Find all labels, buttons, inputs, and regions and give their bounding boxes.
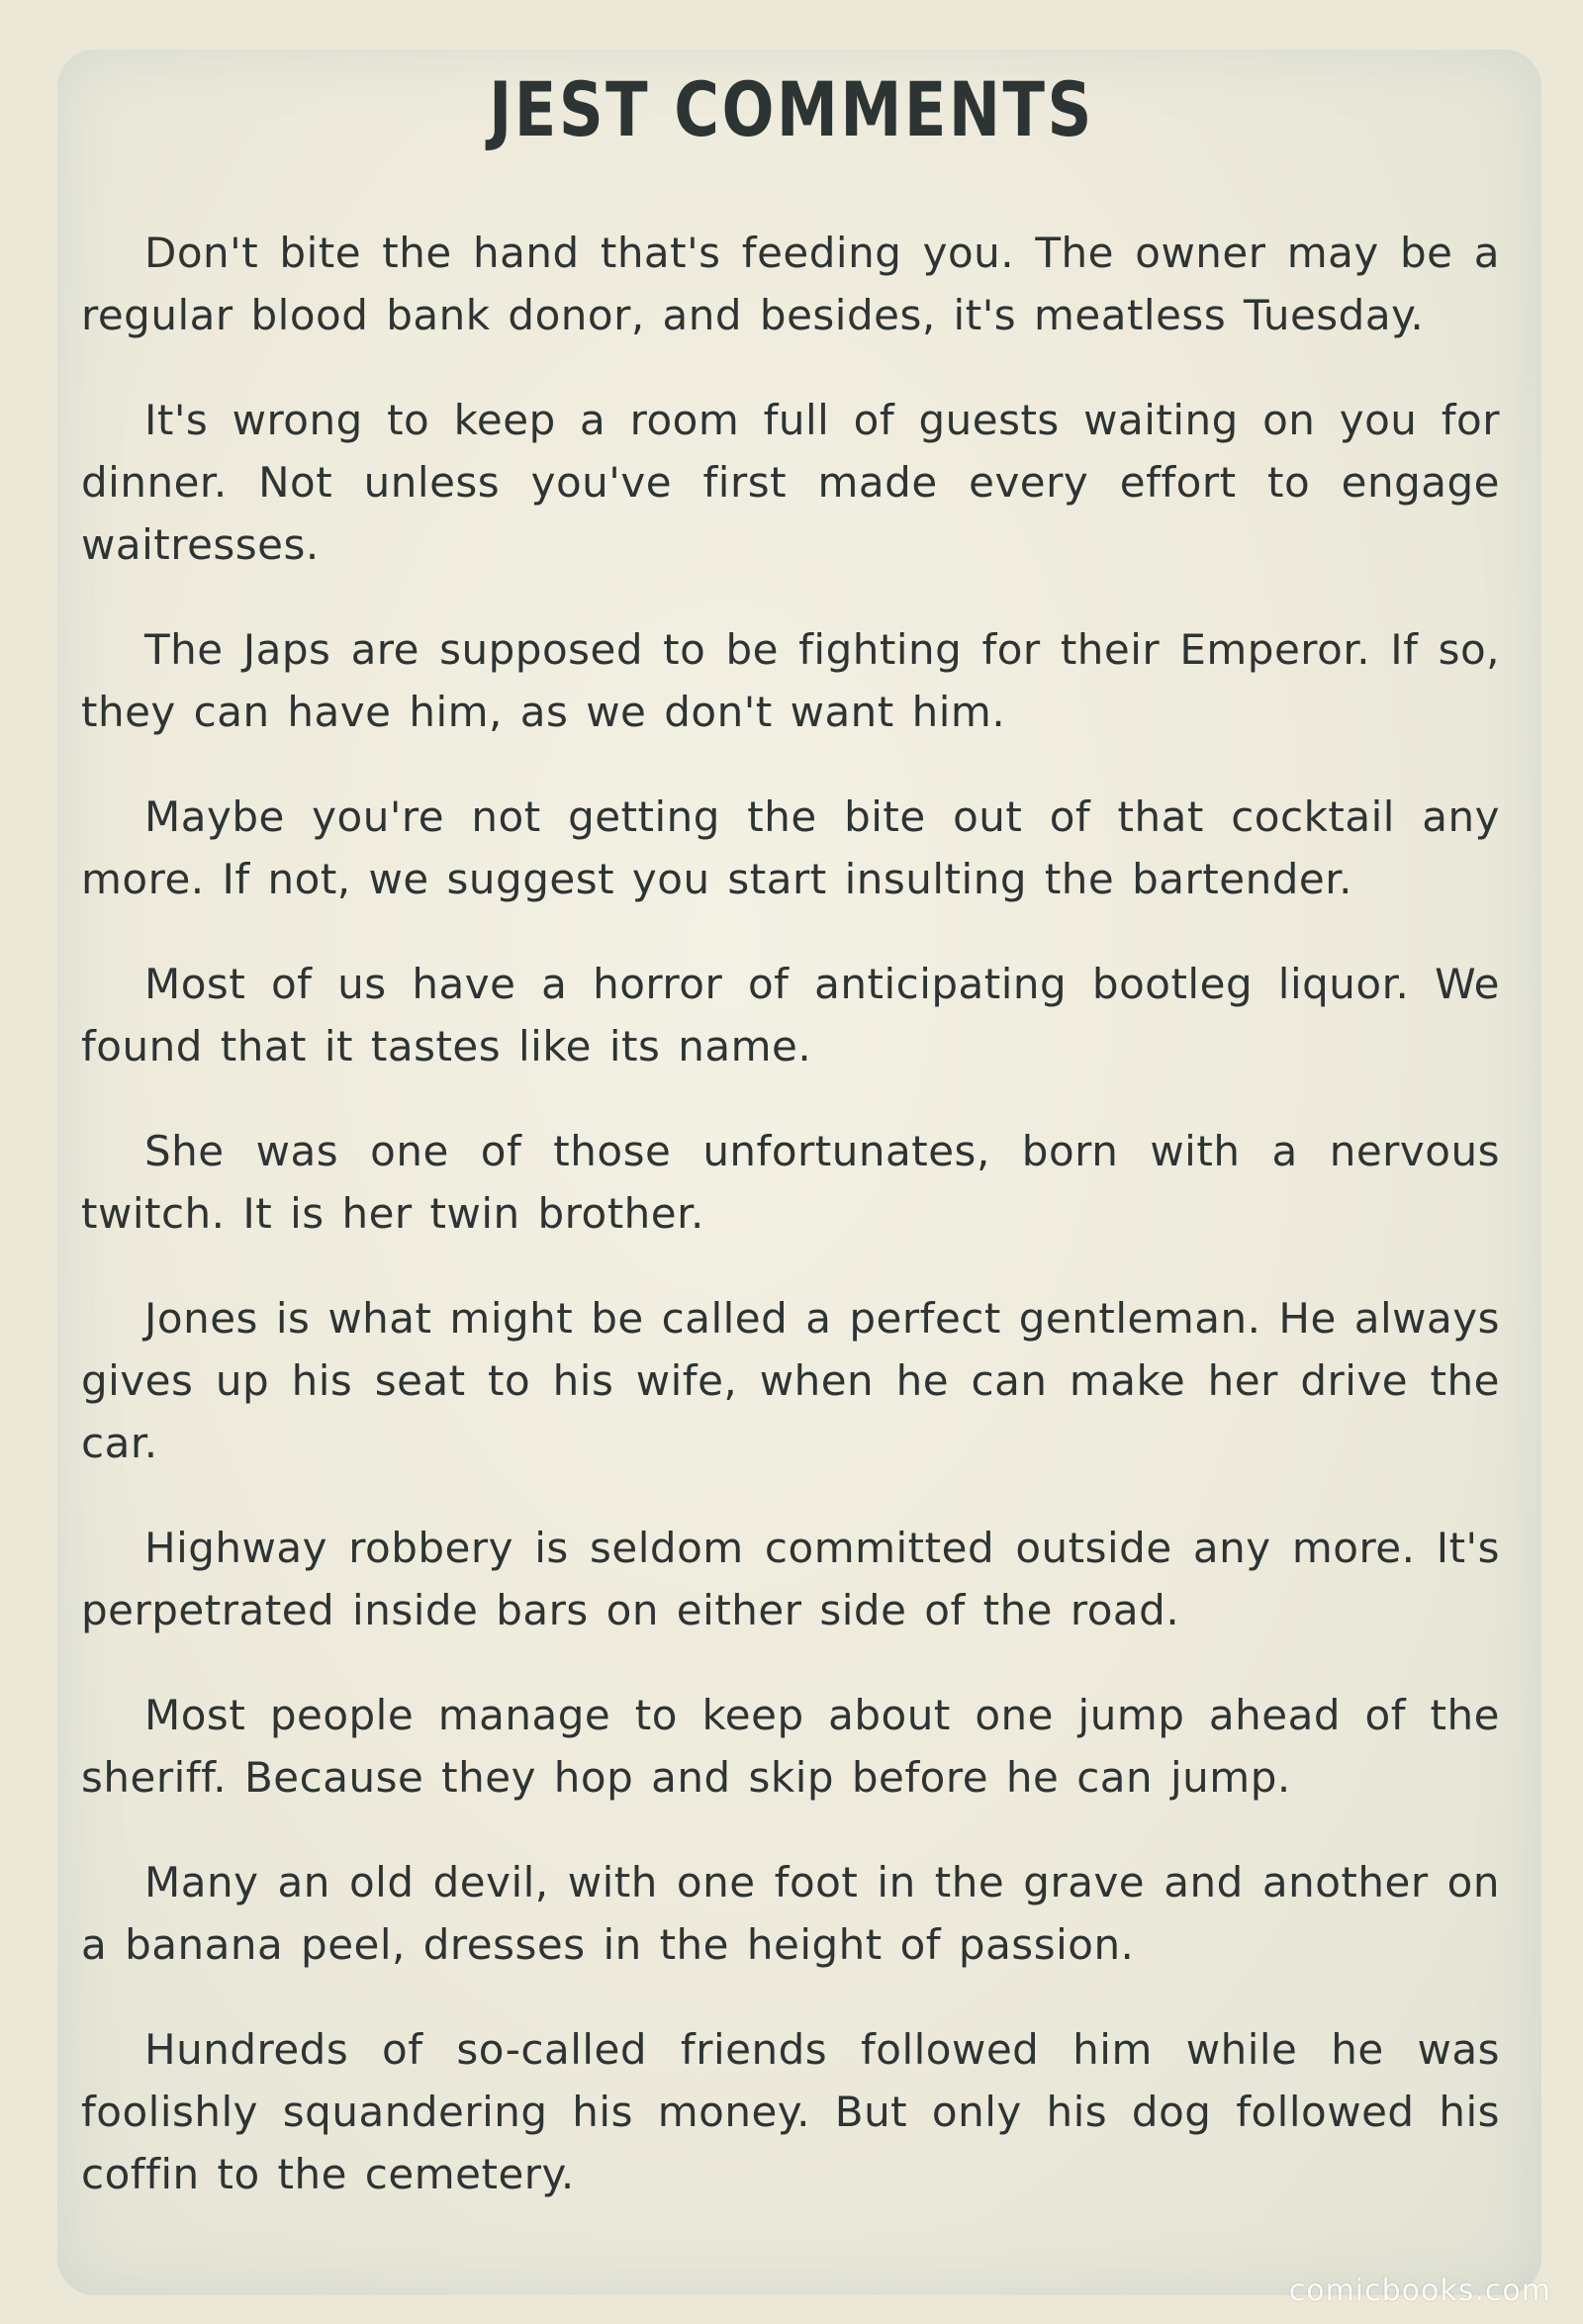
- joke-paragraph: Many an old devil, with one foot in the grave and another on a banana peel, dresses in the height of passion.: [81, 1858, 1500, 1969]
- joke-paragraph: Most people manage to keep about one jump ahead of the sheriff. Because they hop and skip before he can jump.: [81, 1691, 1500, 1802]
- site-watermark: comicbooks.com: [1288, 2274, 1551, 2308]
- joke-paragraph: Maybe you're not getting the bite out of that cocktail any more. If not, we suggest you start insulting the bartender.: [81, 792, 1500, 903]
- joke-paragraph: It's wrong to keep a room full of guests waiting on you for dinner. Not unless you've first made every effort to engage waitresses.: [81, 396, 1500, 569]
- joke-paragraph: Highway robbery is seldom committed outside any more. It's perpetrated inside bars on either side of the road.: [81, 1524, 1500, 1634]
- joke-paragraph: Most of us have a horror of anticipating bootleg liquor. We found that it tastes like its name.: [81, 960, 1500, 1070]
- joke-paragraph: Don't bite the hand that's feeding you. The owner may be a regular blood bank donor, and besides, it's meatless Tuesday.: [81, 229, 1500, 339]
- joke-paragraph: She was one of those unfortunates, born with a nervous twitch. It is her twin brother.: [81, 1127, 1500, 1238]
- jokes-list: [81, 222, 1500, 2248]
- joke-paragraph: The Japs are supposed to be fighting for their Emperor. If so, they can have him, as we don't want him.: [81, 625, 1500, 736]
- joke-paragraph: Jones is what might be called a perfect gentleman. He always gives up his seat to his wife, when he can make her drive the car.: [81, 1294, 1500, 1467]
- page-title: JEST COMMENTS: [489, 65, 1094, 153]
- joke-paragraph: Hundreds of so-called friends followed him while he was foolishly squandering his money. But only his dog followed his coffin to the cemetery.: [81, 2025, 1500, 2198]
